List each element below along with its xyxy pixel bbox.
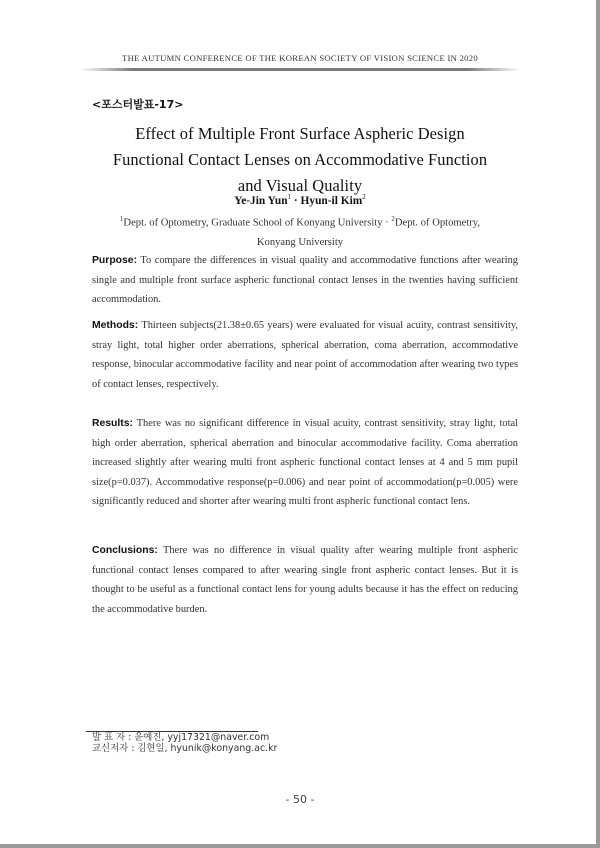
page-number: - 50 - <box>285 793 315 806</box>
author-name: Ye-Jin Yun <box>234 194 288 207</box>
section-label: Results: <box>92 418 133 429</box>
abstract-purpose <box>92 251 518 310</box>
section-text: There was no difference in visual quality after wearing multiple front aspheric functional contact lenses compared to after wearing single front aspheric contact lenses. But it is thought to be useful as a functional contact lens for young adults because it has the effect on reducing the accommodative burden. <box>92 545 518 615</box>
author-affil-mark: 1 <box>287 193 292 201</box>
section-text: Thirteen subjects(21.38±0.65 years) were evaluated for visual acuity, contrast sensitivity, stray light, total higher order aberrations, spherical aberration, coma aberration, accommodative response, binocular accommodative facility and near point of accommodation after wearing two types of contact lenses, respectively. <box>92 320 518 390</box>
affil-text: Dept. of Optometry, Konyang University <box>256 217 481 248</box>
running-header: THE AUTUMN CONFERENCE OF THE KOREAN SOCIETY OF VISION SCIENCE IN 2020 <box>122 53 478 63</box>
affil-mark: 1 <box>119 215 124 223</box>
author-separator: · <box>291 194 301 207</box>
header-rule <box>80 68 520 71</box>
title-line: Functional Contact Lenses on Accommodative Function <box>112 150 488 169</box>
section-text: There was no significant difference in visual acuity, contrast sensitivity, stray light, total high order aberration, spherical aberration and binocular accommodative facility. Coma aberration increased slightly after wearing multi front aspheric functional contact lenses at 4 and 5 mm pupil size(p=0.037). Accommodative response(p=0.006) and near point of accommodation(p=0.005) were significantly reduced and shorter after wearing multi front aspheric functional contact lens. <box>92 418 518 508</box>
presenter-line: 발 표 자 : 윤예진, yyj17321@naver.com <box>92 732 270 743</box>
section-label: Purpose: <box>92 255 138 266</box>
title-line: and Visual Quality <box>237 176 363 195</box>
paper-title <box>80 121 520 199</box>
affil-mark: 2 <box>391 215 395 223</box>
author-list <box>80 193 520 207</box>
author-affil-mark: 2 <box>362 193 366 201</box>
author-name: Hyun-il Kim <box>300 194 363 207</box>
section-label: Methods: <box>92 320 139 331</box>
section-text: To compare the differences in visual quality and accommodative functions after wearing single and multiple front surface aspheric functional contact lenses in the twenties having sufficient accommodation. <box>92 255 518 306</box>
affil-text: Dept. of Optometry, Graduate School of Konyang University · <box>123 217 392 229</box>
corresponding-author-line: 교신저자 : 김현일, hyunik@konyang.ac.kr <box>92 742 278 754</box>
session-tag: <포스터발표-17> <box>92 98 184 111</box>
title-line: Effect of Multiple Front Surface Aspheric Design <box>135 124 465 143</box>
abstract-conclusions <box>92 541 518 619</box>
section-label: Conclusions: <box>92 545 158 556</box>
abstract-methods <box>92 316 518 394</box>
footnote <box>92 733 277 754</box>
affiliations <box>100 210 500 252</box>
abstract-results <box>92 414 518 512</box>
